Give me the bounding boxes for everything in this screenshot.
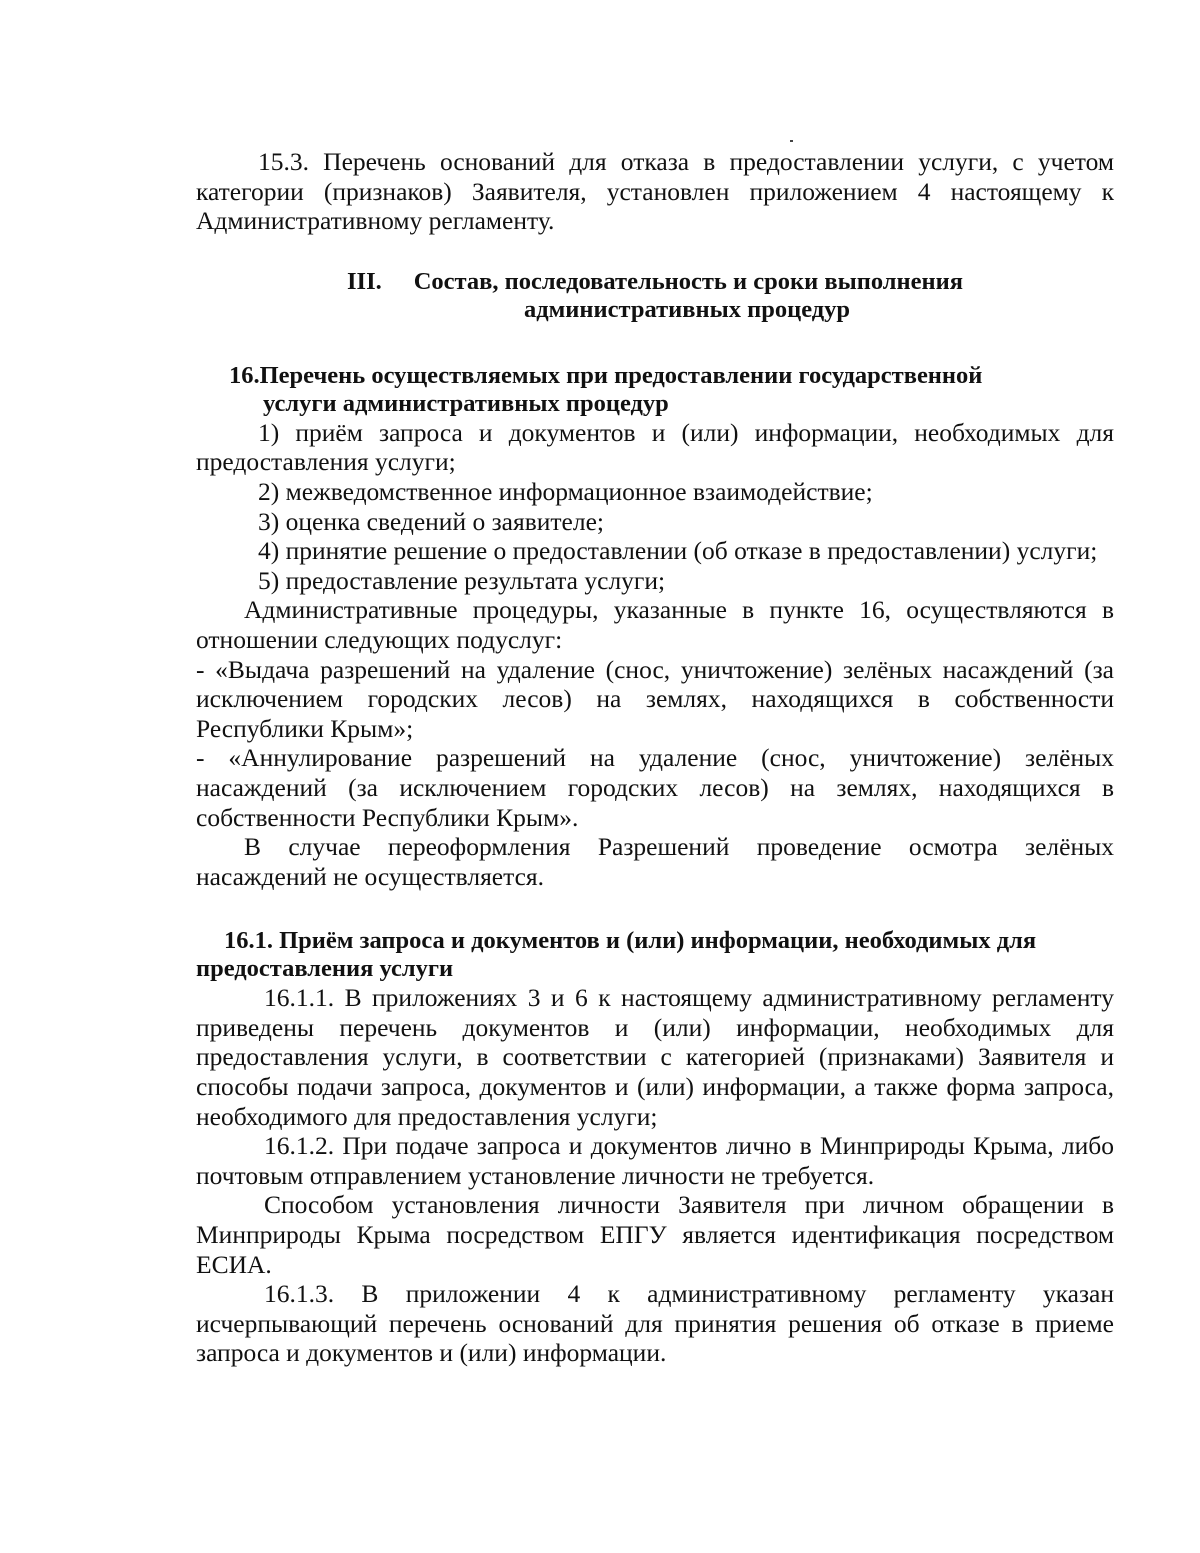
heading-16-1-line2: предоставления услуги <box>196 955 454 983</box>
paragraph-identity: Способом установления личности Заявителя при личном обращении в Минприроды Крыма посредством ЕПГУ является идентификация посредством ЕСИА. <box>196 1190 1114 1279</box>
list-item-5: 5) предоставление результата услуги; <box>258 565 666 595</box>
section-3-title-line2: административных процедур <box>523 295 851 323</box>
heading-16 <box>196 362 1114 418</box>
paragraph-16-1-2: 16.1.2. При подаче запроса и документов лично в Минприроды Крыма, либо почтовым отправлением установление личности не требуется. <box>196 1131 1114 1190</box>
list-item-2: 2) межведомственное информационное взаимодействие; <box>258 476 873 506</box>
heading-16-line1: 16.Перечень осуществляемых при предоставлении государственной <box>229 361 983 389</box>
paragraph-16-1-1: 16.1.1. В приложениях 3 и 6 к настоящему административному регламенту приведены перечень документов и (или) информации, необходимых для предоставления услуги, в соответствии с категорией (признаками) Заявителя и способы подачи запроса, документов и (или) информации, а также форма запроса, необходимого для предоставления услуги; <box>196 983 1114 1131</box>
section-3-number: III. <box>347 267 382 295</box>
paragraph-15-3: 15.3. Перечень оснований для отказа в предоставлении услуги, с учетом категории (признаков) Заявителя, установлен приложением 4 настоящему к Административному регламенту. <box>196 147 1114 236</box>
list-item-3: 3) оценка сведений о заявителе; <box>258 506 604 536</box>
subservice-annul-permits: - «Аннулирование разрешений на удаление (снос, уничтожение) зелёных насаждений (за исключением городских лесов) на землях, находящихся в собственности Республики Крым». <box>196 743 1114 832</box>
paragraph-reissue: В случае переоформления Разрешений проведение осмотра зелёных насаждений не осуществляется. <box>196 832 1114 891</box>
document-page <box>196 147 1114 1368</box>
paragraph-admin-procedures: Административные процедуры, указанные в пункте 16, осуществляются в отношении следующих подуслуг: <box>196 595 1114 654</box>
heading-16-line2: услуги административных процедур <box>263 389 669 417</box>
list-item-4: 4) принятие решение о предоставлении (об отказе в предоставлении) услуги; <box>258 536 1098 566</box>
list-item-1: 1) приём запроса и документов и (или) информации, необходимых для предоставления услуги; <box>196 417 1114 477</box>
section-3-heading <box>196 268 1114 324</box>
subservice-issue-permits: - «Выдача разрешений на удаление (снос, уничтожение) зелёных насаждений (за исключением городских лесов) на землях, находящихся в собственности Республики Крым»; <box>196 654 1114 743</box>
scan-speck <box>790 140 793 142</box>
paragraph-16-1-3: 16.1.3. В приложении 4 к административному регламенту указан исчерпывающий перечень оснований для принятия решения об отказе в приеме запроса и документов и (или) информации. <box>196 1279 1114 1368</box>
heading-16-1-line1: 16.1. Приём запроса и документов и (или) информации, необходимых для <box>224 927 1037 955</box>
section-3-title-line1: Состав, последовательность и сроки выполнения <box>413 267 963 295</box>
heading-16-1 <box>196 927 1114 983</box>
